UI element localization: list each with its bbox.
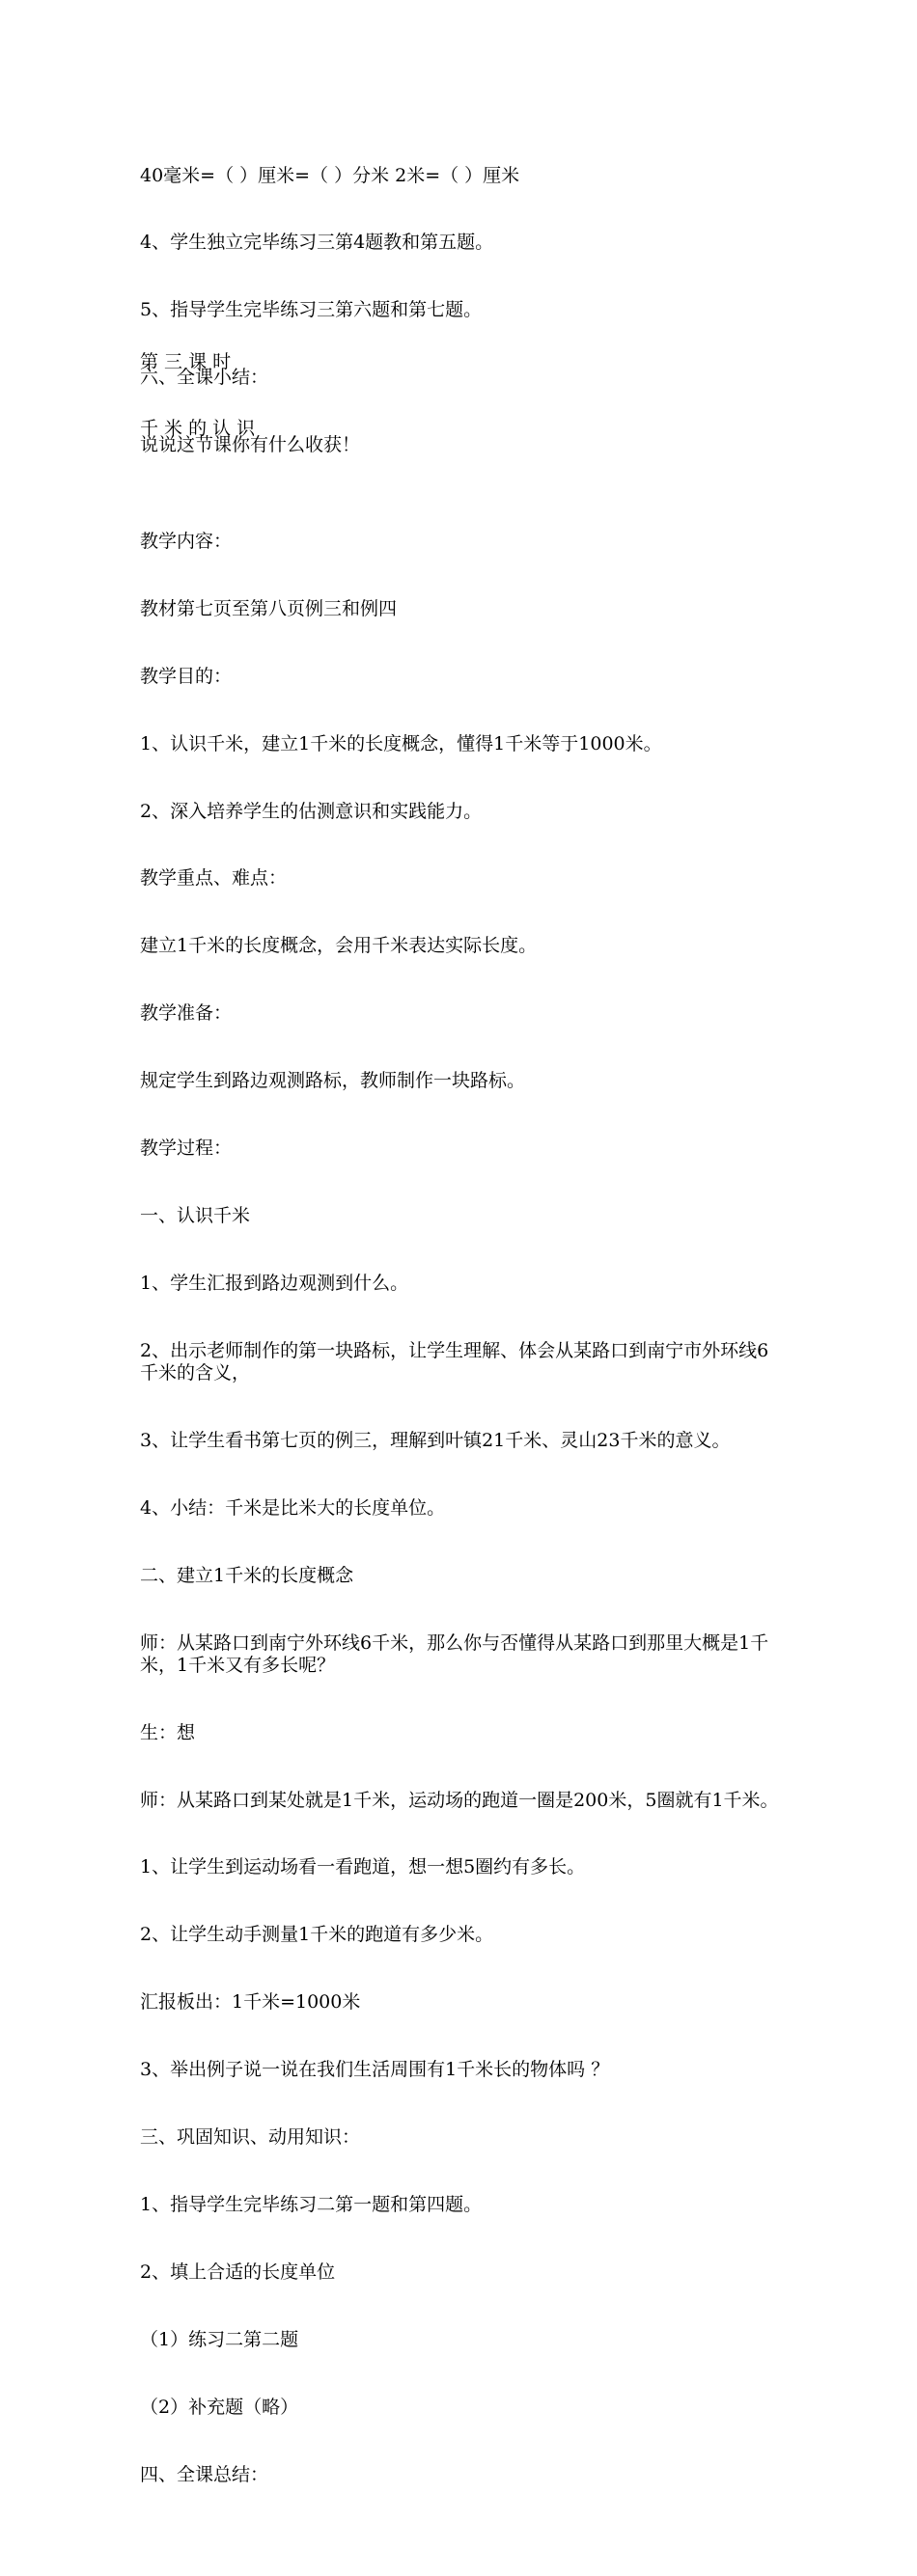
lesson-title: 千 米 的 认 识 xyxy=(140,418,256,440)
lesson-line: 建立1千米的长度概念，会用千米表达实际长度。 xyxy=(140,935,538,957)
lesson-line: 四、全课总结： xyxy=(140,2463,269,2485)
text-line: 4、学生独立完毕练习三第4题教和第五题。 xyxy=(140,232,494,254)
lesson-line: 教学过程： xyxy=(140,1137,233,1159)
lesson-line: 汇报板出：1千米=1000米 xyxy=(140,1991,361,2014)
lesson-line: 教材第七页至第八页例三和例四 xyxy=(140,597,398,619)
lesson-line: （1）练习二第二题 xyxy=(140,2328,299,2350)
lesson-line: 规定学生到路边观测路标，教师制作一块路标。 xyxy=(140,1070,526,1092)
text-line: 5、指导学生完毕练习三第六题和第七题。 xyxy=(140,299,483,321)
lesson-line: 2、填上合适的长度单位 xyxy=(140,2261,336,2283)
lesson-body xyxy=(140,485,787,2531)
lesson-line: 一、认识千米 xyxy=(140,1204,251,1226)
lesson-line: 教学重点、难点： xyxy=(140,867,288,890)
lesson-line: 二、建立1千米的长度概念 xyxy=(140,1564,354,1586)
lesson-line: 三、巩固知识、动用知识： xyxy=(140,2126,361,2149)
section-heading: 六、全课小结： xyxy=(140,367,269,389)
lesson-line: 1、认识千米，建立1千米的长度概念，懂得1千米等于1000米。 xyxy=(140,732,662,754)
lesson-line: 3、举出例子说一说在我们生活周围有1千米长的物体吗 ？ xyxy=(140,2059,610,2081)
lesson-period-title: 第 三 课 时 xyxy=(140,350,232,372)
lesson-line: 4、小结：千米是比米大的长度单位。 xyxy=(140,1496,446,1519)
lesson-three xyxy=(140,306,787,2576)
lesson-line: 教学内容： xyxy=(140,530,233,552)
lesson-line: 师：从某路口到南宁外环线6千米，那么你与否懂得从某路口到那里大概是1千米，1千米又有多长呢？ xyxy=(140,1631,769,1676)
lesson-line: 生：想 xyxy=(140,1721,196,1743)
conversion-exercise-line: 40毫米=（ ）厘米=（ ）分米 2米=（ ）厘米 xyxy=(140,164,520,186)
lesson-line: 2、让学生动手测量1千米的跑道有多少米。 xyxy=(140,1924,494,1946)
lesson-line: 3、让学生看书第七页的例三，理解到叶镇21千米、灵山23千米的意义。 xyxy=(140,1429,731,1451)
lesson-line: （2）补充题（略） xyxy=(140,2396,299,2418)
lesson-line: 1、让学生到运动场看一看跑道，想一想5圈约有多长。 xyxy=(140,1856,586,1878)
lesson-line: 教学准备： xyxy=(140,1002,233,1025)
lesson-line: 1、学生汇报到路边观测到什么。 xyxy=(140,1272,409,1294)
lesson-line: 1、指导学生完毕练习二第一题和第四题。 xyxy=(140,2193,483,2215)
lesson-line: 教学目的： xyxy=(140,665,233,687)
lesson-line: 2、出示老师制作的第一块路标，让学生理解、体会从某路口到南宁市外环线6千米的含义， xyxy=(140,1339,769,1384)
text-line: 说说这节课你有什么收获！ xyxy=(140,434,361,456)
lesson-line: 2、深入培养学生的估测意识和实践能力。 xyxy=(140,800,483,822)
lesson-line: 师：从某路口到某处就是1千米，运动场的跑道一圈是200米，5圈就有1千米。 xyxy=(140,1789,779,1811)
